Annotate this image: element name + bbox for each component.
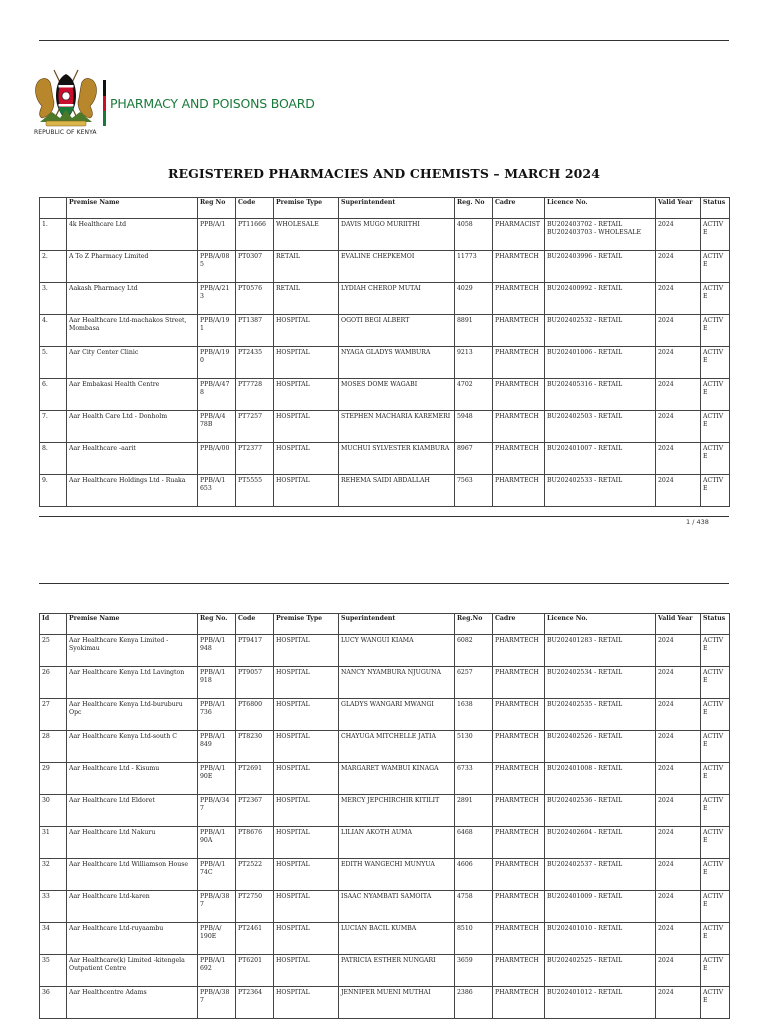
table-cell: PHARMTECH xyxy=(493,315,545,347)
table-cell: 6733 xyxy=(455,763,493,795)
table-cell: HOSPITAL xyxy=(274,731,339,763)
table-cell: HOSPITAL xyxy=(274,987,339,1019)
column-header: Cadre xyxy=(493,614,545,635)
table-row xyxy=(40,251,730,283)
table-cell: BU202403702 - RETAIL BU202403703 - WHOLESALE xyxy=(545,219,656,251)
table-cell: 2. xyxy=(40,251,67,283)
column-header: Licence No. xyxy=(545,198,656,219)
table-cell: Aar Healthcare Ltd-karen xyxy=(67,891,198,923)
table-cell: Aar Healthcare Kenya Ltd-south C xyxy=(67,731,198,763)
table-cell: PHARMTECH xyxy=(493,411,545,443)
table-cell: PHARMTECH xyxy=(493,251,545,283)
coat-of-arms-icon xyxy=(32,66,100,128)
table-cell: Aar Healthcare Ltd - Kisumu xyxy=(67,763,198,795)
table-cell: PHARMTECH xyxy=(493,347,545,379)
table-cell: BU202402503 - RETAIL xyxy=(545,411,656,443)
table-cell: 4758 xyxy=(455,891,493,923)
table-cell: PPB/A/38 7 xyxy=(198,987,236,1019)
table-cell: 36 xyxy=(40,987,67,1019)
column-header: Status xyxy=(701,614,730,635)
table-cell: PHARMTECH xyxy=(493,955,545,987)
table-cell: PPB/A/ 190E xyxy=(198,923,236,955)
page-number: 1 / 438 xyxy=(686,518,709,526)
table-cell: PPB/A/1 74C xyxy=(198,859,236,891)
table-row xyxy=(40,379,730,411)
table-cell: ACTIVE xyxy=(701,827,730,859)
table-cell: 2024 xyxy=(656,891,701,923)
table-cell: PHARMTECH xyxy=(493,379,545,411)
table-row xyxy=(40,859,730,891)
table-cell: HOSPITAL xyxy=(274,635,339,667)
table-cell: LUCY WANGUI KIAMA xyxy=(339,635,455,667)
table-cell: ACTIVE xyxy=(701,731,730,763)
table-cell: 1. xyxy=(40,219,67,251)
table-cell: ACTIVE xyxy=(701,699,730,731)
column-header: Superintendent xyxy=(339,614,455,635)
table-cell: BU202402537 - RETAIL xyxy=(545,859,656,891)
table-cell: Aar Healthcare Holdings Ltd - Ruaka xyxy=(67,475,198,507)
table-cell: PPB/A/1 90A xyxy=(198,827,236,859)
table-row xyxy=(40,315,730,347)
table-cell: NANCY NYAMBURA NJUGUNA xyxy=(339,667,455,699)
page-break-rule xyxy=(39,516,729,517)
table-cell: 2024 xyxy=(656,731,701,763)
table-cell: 1638 xyxy=(455,699,493,731)
table-cell: 2024 xyxy=(656,667,701,699)
column-header: Reg No. xyxy=(198,614,236,635)
table-cell: PHARMTECH xyxy=(493,443,545,475)
table-cell: A To Z Pharmacy Limited xyxy=(67,251,198,283)
table-row xyxy=(40,955,730,987)
table-cell: ACTIVE xyxy=(701,923,730,955)
table-cell: PHARMTECH xyxy=(493,987,545,1019)
table-cell: 3659 xyxy=(455,955,493,987)
table-cell: 2024 xyxy=(656,411,701,443)
table-cell: ACTIVE xyxy=(701,891,730,923)
table-cell: PT11666 xyxy=(236,219,274,251)
table-cell: JENNIFER MUENI MUTHAI xyxy=(339,987,455,1019)
table-row xyxy=(40,347,730,379)
table-cell: 2024 xyxy=(656,283,701,315)
table-cell: ACTIVE xyxy=(701,443,730,475)
table-cell: Aar Healthcare Kenya Ltd Lavington xyxy=(67,667,198,699)
column-header: Valid Year xyxy=(656,198,701,219)
table-cell: LYDIAH CHEROP MUTAI xyxy=(339,283,455,315)
table-cell: DAVIS MUGO MURIITHI xyxy=(339,219,455,251)
table-cell: ACTIVE xyxy=(701,475,730,507)
table-cell: Aar Healthcare Ltd-machakos Street, Mombasa xyxy=(67,315,198,347)
table-cell: Aar Healthcare -aarit xyxy=(67,443,198,475)
table-cell: 2024 xyxy=(656,923,701,955)
flag-bar-icon xyxy=(103,80,106,126)
table-cell: 2024 xyxy=(656,955,701,987)
table-cell: EVALINE CHEPKEMOI xyxy=(339,251,455,283)
table-cell: PPB/A/1 692 xyxy=(198,955,236,987)
table-cell: ACTIVE xyxy=(701,283,730,315)
table-cell: HOSPITAL xyxy=(274,827,339,859)
table-cell: BU202401283 - RETAIL xyxy=(545,635,656,667)
table-cell: BU202400992 - RETAIL xyxy=(545,283,656,315)
table-row xyxy=(40,795,730,827)
table-cell: PPB/A/1 849 xyxy=(198,731,236,763)
table-cell: CHAYUGA MITCHELLE JATIA xyxy=(339,731,455,763)
table-cell: PHARMTECH xyxy=(493,859,545,891)
table-cell: Aar Healthcare Ltd Nakuru xyxy=(67,827,198,859)
column-header: Status xyxy=(701,198,730,219)
table-cell: HOSPITAL xyxy=(274,891,339,923)
table-cell: LUCIAN BACIL KUMBA xyxy=(339,923,455,955)
table-cell: PPB/A/47 8 xyxy=(198,379,236,411)
table-cell: PT0576 xyxy=(236,283,274,315)
table-cell: 8510 xyxy=(455,923,493,955)
table-cell: ACTIVE xyxy=(701,667,730,699)
table-cell: PT9057 xyxy=(236,667,274,699)
table-row xyxy=(40,891,730,923)
registry-table-page-2 xyxy=(39,613,730,1019)
table-cell: HOSPITAL xyxy=(274,955,339,987)
table-cell: 5. xyxy=(40,347,67,379)
column-header xyxy=(40,198,67,219)
table-cell: HOSPITAL xyxy=(274,699,339,731)
table-cell: PHARMTECH xyxy=(493,795,545,827)
table-cell: BU202401009 - RETAIL xyxy=(545,891,656,923)
table-cell: 31 xyxy=(40,827,67,859)
table-cell: 8. xyxy=(40,443,67,475)
table-cell: PT7728 xyxy=(236,379,274,411)
table-cell: HOSPITAL xyxy=(274,795,339,827)
table-cell: PT2691 xyxy=(236,763,274,795)
table-cell: PT1387 xyxy=(236,315,274,347)
table-row xyxy=(40,763,730,795)
top-rule xyxy=(39,40,729,41)
table-cell: 2024 xyxy=(656,859,701,891)
table-cell: PT2522 xyxy=(236,859,274,891)
table-cell: HOSPITAL xyxy=(274,475,339,507)
column-header: Premise Type xyxy=(274,614,339,635)
table-cell: BU202401012 - RETAIL xyxy=(545,987,656,1019)
table-cell: PT8230 xyxy=(236,731,274,763)
table-cell: Aar Healthcentre Adams xyxy=(67,987,198,1019)
table-row xyxy=(40,635,730,667)
table-cell: 2024 xyxy=(656,219,701,251)
table-cell: 5948 xyxy=(455,411,493,443)
table-cell: PT8676 xyxy=(236,827,274,859)
table-cell: BU202402604 - RETAIL xyxy=(545,827,656,859)
table-cell: 4702 xyxy=(455,379,493,411)
table-cell: 26 xyxy=(40,667,67,699)
table-cell: ACTIVE xyxy=(701,251,730,283)
table-cell: ACTIVE xyxy=(701,859,730,891)
table-cell: BU202401006 - RETAIL xyxy=(545,347,656,379)
table-cell: 2024 xyxy=(656,987,701,1019)
table-row xyxy=(40,667,730,699)
table-cell: Aar Health Care Ltd - Donholm xyxy=(67,411,198,443)
table-cell: PPB/A/19 1 xyxy=(198,315,236,347)
column-header: Premise Name xyxy=(67,198,198,219)
table-cell: PPB/A/1 948 xyxy=(198,635,236,667)
table-cell: 4029 xyxy=(455,283,493,315)
table-cell: 4606 xyxy=(455,859,493,891)
table-cell: PHARMTECH xyxy=(493,667,545,699)
table-cell: PATRICIA ESTHER NUNGARI xyxy=(339,955,455,987)
table-cell: BU202405316 - RETAIL xyxy=(545,379,656,411)
table-cell: PPB/A/38 7 xyxy=(198,891,236,923)
table-row xyxy=(40,923,730,955)
column-header: Reg.No xyxy=(455,614,493,635)
table-cell: HOSPITAL xyxy=(274,763,339,795)
table-cell: HOSPITAL xyxy=(274,667,339,699)
table-cell: BU202402535 - RETAIL xyxy=(545,699,656,731)
table-cell: 4058 xyxy=(455,219,493,251)
republic-label: REPUBLIC OF KENYA xyxy=(34,129,97,136)
table-cell: Aar Healthcare Ltd Eldoret xyxy=(67,795,198,827)
column-header: Cadre xyxy=(493,198,545,219)
table-cell: PHARMTECH xyxy=(493,475,545,507)
table-cell: PPB/A/1 918 xyxy=(198,667,236,699)
table-cell: ACTIVE xyxy=(701,635,730,667)
table-cell: PT2435 xyxy=(236,347,274,379)
table-cell: ACTIVE xyxy=(701,379,730,411)
table-cell: PT6201 xyxy=(236,955,274,987)
table-cell: 7563 xyxy=(455,475,493,507)
table-cell: Aar City Center Clinic xyxy=(67,347,198,379)
table-cell: PHARMTECH xyxy=(493,635,545,667)
table-cell: 25 xyxy=(40,635,67,667)
table-cell: 4k Healthcare Ltd xyxy=(67,219,198,251)
table-cell: PHARMTECH xyxy=(493,763,545,795)
table-cell: LILIAN AKOTH AUMA xyxy=(339,827,455,859)
table-row xyxy=(40,731,730,763)
table-cell: PPB/A/1 736 xyxy=(198,699,236,731)
table-cell: PT2367 xyxy=(236,795,274,827)
table-cell: PT2377 xyxy=(236,443,274,475)
table-cell: 11773 xyxy=(455,251,493,283)
table-cell: BU202402536 - RETAIL xyxy=(545,795,656,827)
table-cell: 2024 xyxy=(656,251,701,283)
table-cell: PPB/A/08 5 xyxy=(198,251,236,283)
table-cell: 2024 xyxy=(656,795,701,827)
table-cell: 2024 xyxy=(656,475,701,507)
table-cell: PHARMTECH xyxy=(493,923,545,955)
table-cell: BU202403996 - RETAIL xyxy=(545,251,656,283)
table-cell: 2024 xyxy=(656,827,701,859)
board-name: PHARMACY AND POISONS BOARD xyxy=(110,96,315,111)
table-cell: HOSPITAL xyxy=(274,443,339,475)
table-cell: 6257 xyxy=(455,667,493,699)
column-header: Valid Year xyxy=(656,614,701,635)
table-cell: MOSES DOME WAGABI xyxy=(339,379,455,411)
table-cell: 33 xyxy=(40,891,67,923)
column-header: Licence No. xyxy=(545,614,656,635)
table-cell: 35 xyxy=(40,955,67,987)
table-cell: PT2364 xyxy=(236,987,274,1019)
registry-table-page-1 xyxy=(39,197,730,507)
table-cell: BU202401007 - RETAIL xyxy=(545,443,656,475)
table-cell: HOSPITAL xyxy=(274,923,339,955)
table-row xyxy=(40,987,730,1019)
table-cell: PT2461 xyxy=(236,923,274,955)
table-cell: BU202402534 - RETAIL xyxy=(545,667,656,699)
table-cell: 2024 xyxy=(656,699,701,731)
table-cell: PT6800 xyxy=(236,699,274,731)
letterhead xyxy=(32,66,352,140)
table-cell: Aar Embakasi Health Centre xyxy=(67,379,198,411)
table-cell: ACTIVE xyxy=(701,315,730,347)
table-cell: Aakash Pharmacy Ltd xyxy=(67,283,198,315)
table-cell: PHARMACIST xyxy=(493,219,545,251)
table-cell: 2024 xyxy=(656,763,701,795)
table-row xyxy=(40,827,730,859)
table-cell: Aar Healthcare Ltd Williamson House xyxy=(67,859,198,891)
table-cell: PPB/A/00 xyxy=(198,443,236,475)
table-cell: 7. xyxy=(40,411,67,443)
table-cell: PHARMTECH xyxy=(493,827,545,859)
table-cell: 6468 xyxy=(455,827,493,859)
table-cell: MERCY JEPCHIRCHIR KITILIT xyxy=(339,795,455,827)
table-cell: Aar Healthcare Kenya Ltd-buruburu Opc xyxy=(67,699,198,731)
table-row xyxy=(40,411,730,443)
table-cell: PHARMTECH xyxy=(493,699,545,731)
table-cell: 2024 xyxy=(656,347,701,379)
table-header-row xyxy=(40,198,730,219)
table-cell: 8967 xyxy=(455,443,493,475)
table-cell: PPB/A/1 90E xyxy=(198,763,236,795)
table-cell: HOSPITAL xyxy=(274,859,339,891)
table-cell: ACTIVE xyxy=(701,763,730,795)
table-cell: 9. xyxy=(40,475,67,507)
table-cell: 32 xyxy=(40,859,67,891)
table-cell: PHARMTECH xyxy=(493,283,545,315)
table-cell: Aar Healthcare Ltd-ruyaambu xyxy=(67,923,198,955)
column-header: Reg. No xyxy=(455,198,493,219)
table-cell: ACTIVE xyxy=(701,955,730,987)
table-cell: GLADYS WANGARI MWANGI xyxy=(339,699,455,731)
table-cell: PPB/A/1 653 xyxy=(198,475,236,507)
table-cell: PT7257 xyxy=(236,411,274,443)
table-cell: 3. xyxy=(40,283,67,315)
table-row xyxy=(40,283,730,315)
table-cell: PPB/A/34 7 xyxy=(198,795,236,827)
table-cell: RETAIL xyxy=(274,283,339,315)
table-cell: 5130 xyxy=(455,731,493,763)
table-cell: WHOLESALE xyxy=(274,219,339,251)
column-header: Id xyxy=(40,614,67,635)
table-cell: STEPHEN MACHARIA KAREMERI xyxy=(339,411,455,443)
table-cell: HOSPITAL xyxy=(274,379,339,411)
table-cell: PPB/A/19 0 xyxy=(198,347,236,379)
column-header: Premise Type xyxy=(274,198,339,219)
table-cell: 2024 xyxy=(656,443,701,475)
column-header: Code xyxy=(236,198,274,219)
table-cell: 2024 xyxy=(656,635,701,667)
table-row xyxy=(40,475,730,507)
table-cell: Aar Healthcare Kenya Limited - Syokimau xyxy=(67,635,198,667)
table-cell: PT5555 xyxy=(236,475,274,507)
column-header: Premise Name xyxy=(67,614,198,635)
table-cell: HOSPITAL xyxy=(274,347,339,379)
table-cell: 2386 xyxy=(455,987,493,1019)
column-header: Code xyxy=(236,614,274,635)
table-cell: REHEMA SAIDI ABDALLAH xyxy=(339,475,455,507)
table-cell: BU202401008 - RETAIL xyxy=(545,763,656,795)
table-cell: BU202402525 - RETAIL xyxy=(545,955,656,987)
table-cell: 2024 xyxy=(656,315,701,347)
table-cell: BU202402532 - RETAIL xyxy=(545,315,656,347)
table-cell: ACTIVE xyxy=(701,219,730,251)
table-cell: MUCHUI SYLVESTER KIAMBURA xyxy=(339,443,455,475)
table-cell: ACTIVE xyxy=(701,347,730,379)
table-cell: Aar Healthcare(k) Limited -kitengela Outpatient Centre xyxy=(67,955,198,987)
table-cell: PT9417 xyxy=(236,635,274,667)
table-cell: MARGARET WAMBUI KINAGA xyxy=(339,763,455,795)
column-header: Superintendent xyxy=(339,198,455,219)
table-row xyxy=(40,443,730,475)
table-header-row xyxy=(40,614,730,635)
table-cell: PPB/A/4 78B xyxy=(198,411,236,443)
column-header: Reg No xyxy=(198,198,236,219)
table-cell: RETAIL xyxy=(274,251,339,283)
table-cell: ACTIVE xyxy=(701,987,730,1019)
table-row xyxy=(40,699,730,731)
table-cell: PT0307 xyxy=(236,251,274,283)
table-cell: ACTIVE xyxy=(701,411,730,443)
table-cell: 34 xyxy=(40,923,67,955)
table-row xyxy=(40,219,730,251)
table-cell: 2024 xyxy=(656,379,701,411)
table-cell: OGOTI BEGI ALBERT xyxy=(339,315,455,347)
table-cell: 4. xyxy=(40,315,67,347)
table-cell: PPB/A/21 3 xyxy=(198,283,236,315)
table-cell: 9213 xyxy=(455,347,493,379)
table-cell: 2891 xyxy=(455,795,493,827)
table-cell: PHARMTECH xyxy=(493,731,545,763)
table-cell: ACTIVE xyxy=(701,795,730,827)
table-cell: PT2750 xyxy=(236,891,274,923)
table-cell: HOSPITAL xyxy=(274,315,339,347)
table-cell: PPB/A/1 xyxy=(198,219,236,251)
table-cell: EDITH WANGECHI MUNYUA xyxy=(339,859,455,891)
table-cell: 8891 xyxy=(455,315,493,347)
table-cell: BU202402533 - RETAIL xyxy=(545,475,656,507)
table-cell: 29 xyxy=(40,763,67,795)
table-cell: 6082 xyxy=(455,635,493,667)
table-cell: HOSPITAL xyxy=(274,411,339,443)
table-cell: BU202402526 - RETAIL xyxy=(545,731,656,763)
table-cell: BU202401010 - RETAIL xyxy=(545,923,656,955)
table-cell: 28 xyxy=(40,731,67,763)
page-2-top-rule xyxy=(39,583,729,584)
table-cell: ISAAC NYAMBATI SAMOITA xyxy=(339,891,455,923)
table-cell: NYAGA GLADYS WAMBURA xyxy=(339,347,455,379)
table-cell: PHARMTECH xyxy=(493,891,545,923)
table-cell: 6. xyxy=(40,379,67,411)
table-cell: 27 xyxy=(40,699,67,731)
table-cell: 30 xyxy=(40,795,67,827)
page-title: REGISTERED PHARMACIES AND CHEMISTS – MARCH 2024 xyxy=(167,166,601,181)
